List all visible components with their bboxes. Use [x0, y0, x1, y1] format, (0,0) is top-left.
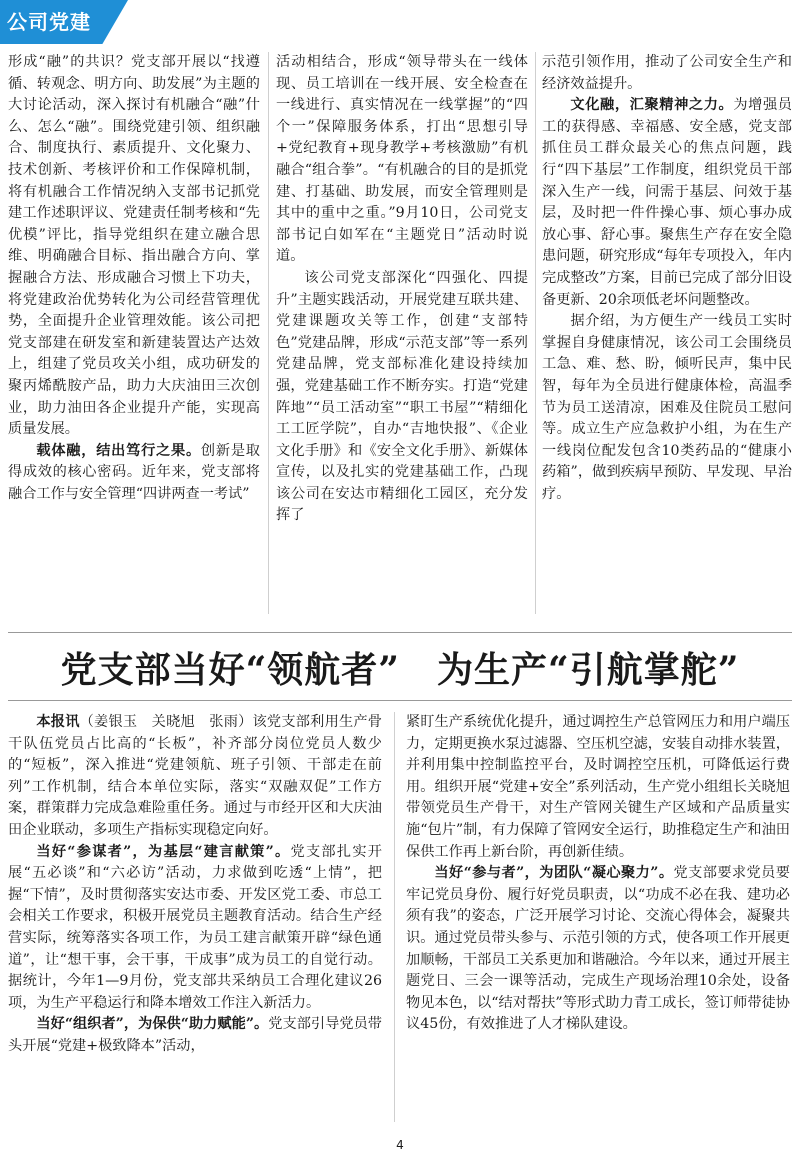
subheading: 当好“参与者”，为团队“凝心聚力”。	[434, 865, 674, 882]
paragraph: 活动相结合，形成“领导带头在一线体现、员工培训在一线开展、安全检查在一线进行、真实情况在一线掌握”的“四个一”保障服务体系，打出“思想引导+党纪教育+现身教学+考核激励”有机融合“组合拳”。“有机融合的目的是抓党建、打基础、助发展，而安全管理则是其中的重中之重。”9月10日，公司党支部书记白如军在“主题党日”活动时说道。	[276, 54, 528, 265]
paragraph-body: 创新是取得成效的核心密码。近年来，党支部将融合工作与安全管理“四讲两查一考试”	[8, 442, 260, 502]
page-number: 4	[396, 1138, 404, 1152]
paragraph-body: （姜银玉 关晓旭 张雨）该党支部利用生产骨干队伍党员占比高的“长板”，补齐部分岗位党员人数少的“短板”，深入推进“党建领航、班子引领、干部走在前列”工作机制，结合本单位实际，落实“双融双促”工作方案，群策群力完成急难险重任务。通过与市经开区和大庆油田企业联动，多项生产指标实现稳定向好。	[8, 714, 382, 838]
subheading: 当好“参谋者”，为基层“建言献策”。	[36, 843, 291, 860]
paragraph-body: 党支部扎实开展“五必谈”和“六必访”活动，力求做到吃透“上情”，把握“下情”，及时贯彻落实安达市委、开发区党工委、市总工会相关工作要求，积极开展党员主题教育活动。结合生产经营实际，统筹落实各项工作，为员工建言献策开辟“绿色通道”，让“想干事，会干事，干成事”成为员工的自觉行动。据统计，今年1—9月份，党支部共采纳员工合理化建议26项，为生产平稳运行和降本增效工作注入新活力。	[8, 843, 382, 1011]
subheading: 载体融，结出笃行之果。	[36, 442, 201, 459]
top-column-1	[8, 52, 260, 618]
headline-divider	[8, 700, 792, 701]
paragraph: 形成“融”的共识？党支部开展以“找遵循、转观念、明方向、助发展”为主题的大讨论活动，深入探讨有机融合“融”什么、怎么“融”。围绕党建引领、组织融合、制度执行、素质提升、文化聚力、技术创新、考核评价和工作保障机制，将有机融合工作情况纳入支部书记抓党建工作述职评议、党建责任制考核和“先优模”评比，指导党组织在建立融合思维、明确融合目标、指出融合方向、掌握融合方法、形成融合习惯上下功夫，将党建政治优势转化为公司经营管理优势，全面提升企业管理效能。该公司把党支部建在研发室和新建装置达产达效上，组建了党员攻关小组，成功研发的聚丙烯酰胺产品，助力大庆油田三次创业，助力油田各企业提升产能，实现高质量发展。	[8, 54, 260, 438]
paragraph: 紧盯生产系统优化提升，通过调控生产总管网压力和用户端压力，定期更换水泵过滤器、空压机空滤，安装自动排水装置，并利用集中控制监控平台，及时调控空压机，可降低运行费用。组织开展“党建+安全”系列活动，生产党小组组长关晓旭带领党员生产骨干，对生产管网关键生产区域和产品质量实施“包片”制，有力保障了管网安全运行，助推稳定生产和油田保供工作再上新台阶，再创新佳绩。	[406, 714, 790, 860]
top-column-3	[542, 52, 792, 618]
article-column-1	[8, 712, 382, 1130]
paragraph	[542, 95, 792, 311]
column-divider	[535, 52, 536, 614]
top-column-2	[276, 52, 528, 618]
section-divider	[8, 632, 792, 633]
subheading: 文化融，汇聚精神之力。	[570, 97, 734, 114]
paragraph-body: 党支部要求党员要牢记党员身份、履行好党员职责，以“功成不必在我、建功必须有我”的姿态，广泛开展学习讨论、交流心得体会，凝聚共识。通过党员带头参与、示范引领的方式，使各项工作开展更加顺畅，干部员工关系更加和谐融洽。今年以来，通过开展主题党日、三会一课等活动，完成生产现场治理10余处，设备物见本色，以“结对帮扶”等形式助力青工成长，签订师带徒协议45份，有效推进了人才梯队建设。	[406, 865, 790, 1033]
paragraph: 据介绍，为方便生产一线员工实时掌握自身健康情况，该公司工会围绕员工急、难、愁、盼，倾听民声，集中民智，每年为全员进行健康体检，高温季节为员工送清凉，困难及住院员工慰问等。成立生产应急救护小组，为在生产一线岗位配发包含10类药品的“健康小药箱”，做到疾病早预防、早发现、早治疗。	[542, 313, 792, 502]
section-label: 公司党建	[7, 10, 91, 34]
article-column-2	[406, 712, 790, 1130]
column-divider	[394, 712, 395, 1122]
paragraph	[8, 842, 382, 1015]
paragraph: 示范引领作用，推动了公司安全生产和经济效益提升。	[542, 54, 792, 92]
subheading: 当好“组织者”，为保供“助力赋能”。	[36, 1016, 269, 1033]
paragraph-body: 为增强员工的获得感、幸福感、安全感，党支部抓住员工群众最关心的焦点问题，践行“四下基层”工作制度，组织党员干部深入生产一线，问需于基层、问效于基层，及时把一件件操心事、烦心事办成放心事、舒心事。聚焦生产存在安全隐患问题，研究形成“每年专项投入，年内完成整改”方案，目前已完成了部分旧设备更新、20余项低老坏问题整改。	[542, 97, 792, 308]
byline-lead: 本报讯	[36, 714, 80, 730]
paragraph: 该公司党支部深化“四强化、四提升”主题实践活动，开展党建互联共建、党建课题攻关等工作，创建“支部特色”党建品牌，形成“示范支部”等一系列党建品牌，党支部标准化建设持续加强，党建基础工作不断夯实。打造“党建阵地”“员工活动室”“职工书屋”“精细化工工匠学院”，自办“吉地快报”、《企业文化手册》和《安全文化手册》、新媒体宣传，以及扎实的党建基础工作，凸现该公司在安达市精细化工园区，充分发挥了	[276, 269, 528, 524]
paragraph	[406, 863, 790, 1036]
paragraph	[8, 712, 382, 842]
article-headline: 党支部当好“领航者” 为生产“引航掌舵”	[60, 649, 740, 691]
paragraph-body: 党支部引导党员带头开展“党建+极致降本”活动，	[8, 1016, 382, 1054]
column-divider	[268, 52, 269, 614]
paragraph	[8, 1014, 382, 1057]
paragraph	[8, 441, 260, 506]
